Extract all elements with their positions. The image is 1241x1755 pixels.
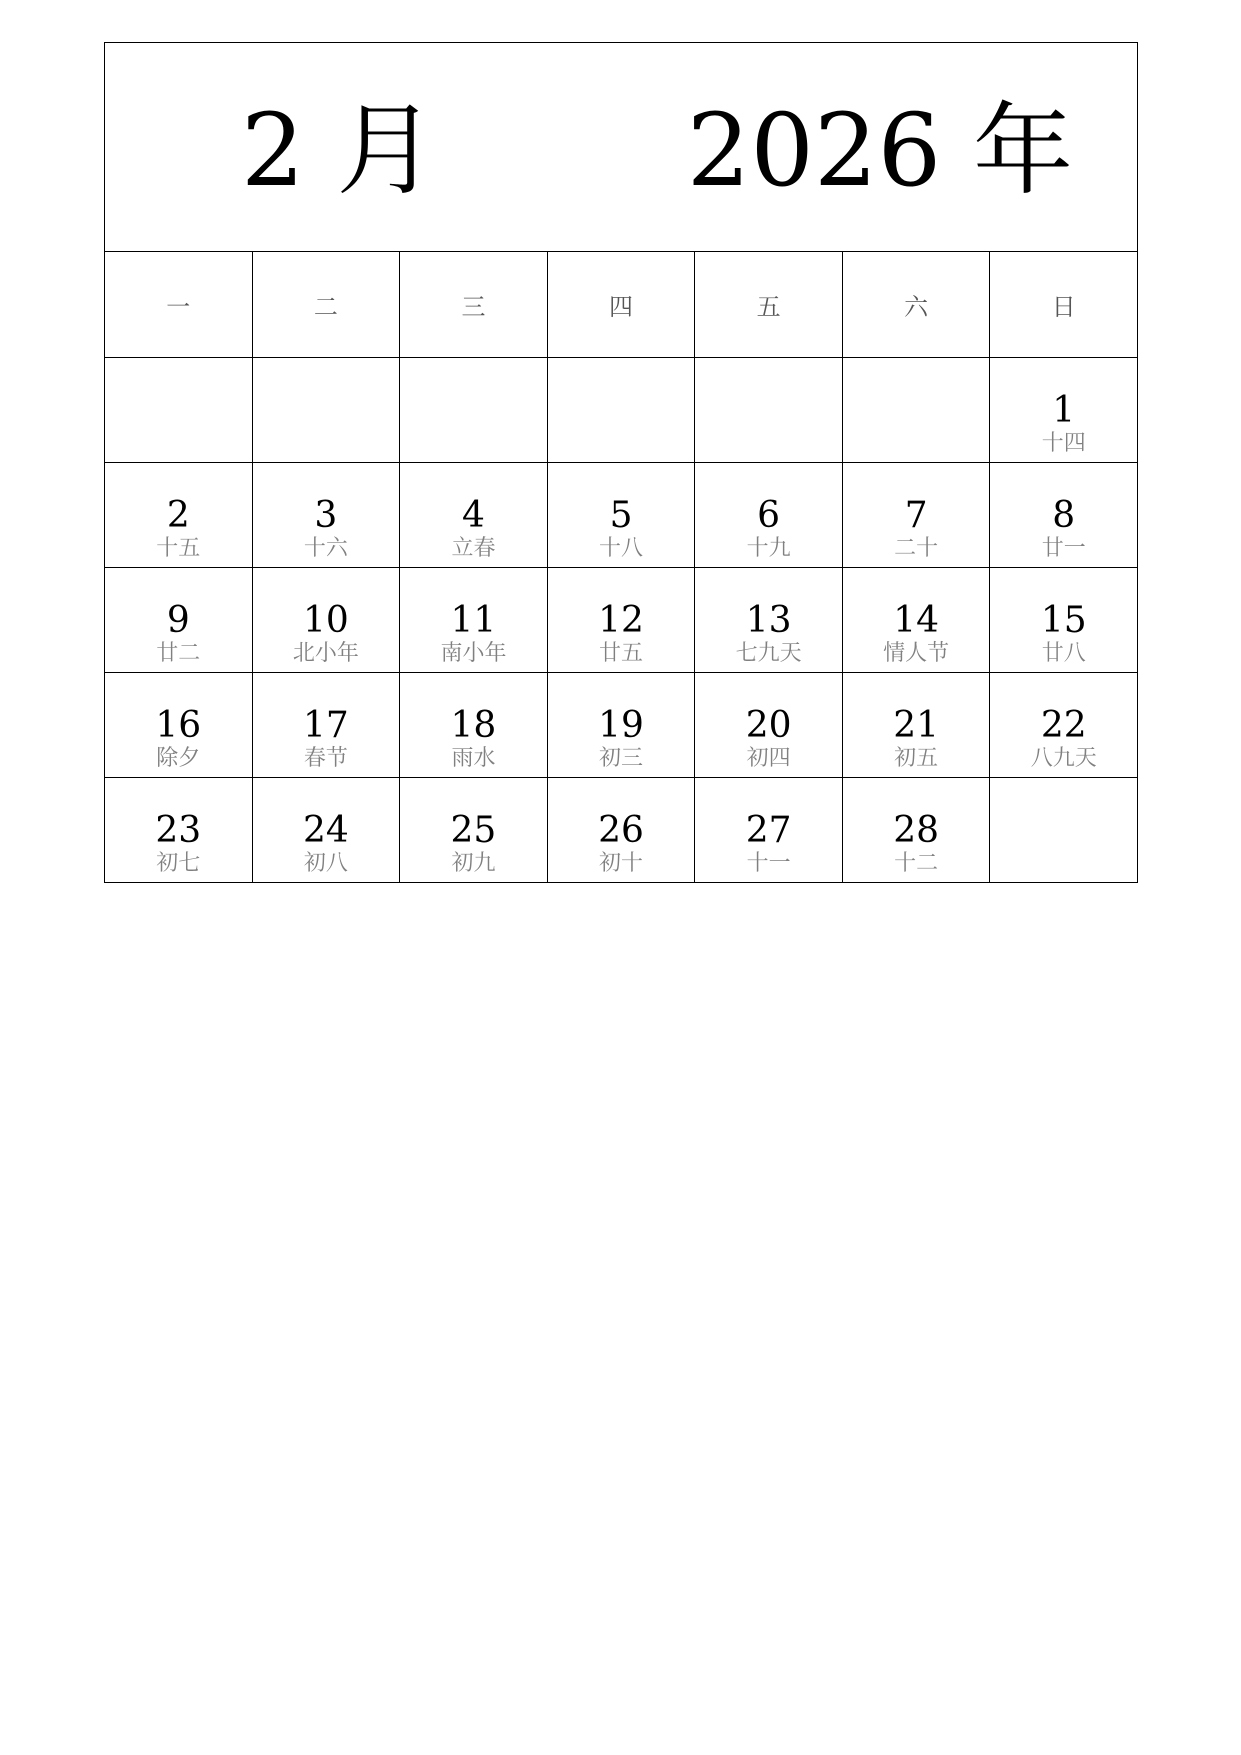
day-number: 11: [450, 600, 497, 641]
weekday-tuesday: 二: [253, 252, 401, 357]
day-number: 27: [745, 810, 792, 851]
empty-day-cell: [548, 358, 696, 462]
empty-day-cell: [843, 358, 991, 462]
weekday-sunday: 日: [1051, 293, 1076, 321]
calendar-header: [105, 43, 1137, 252]
lunar-date: 十六: [303, 536, 348, 561]
day-number: 8: [1052, 495, 1076, 536]
lunar-date: 立春: [451, 536, 496, 561]
day-cell: [105, 463, 253, 567]
weekday-friday: 五: [695, 252, 843, 357]
day-cell: [400, 463, 548, 567]
lunar-date: 初三: [599, 746, 644, 771]
day-cell: [695, 568, 843, 672]
day-number: 7: [904, 495, 928, 536]
weekday-saturday: 六: [843, 252, 991, 357]
lunar-date: 初四: [746, 746, 791, 771]
lunar-date: 十九: [746, 536, 791, 561]
weekday-wednesday: 三: [400, 252, 548, 357]
week-row: [105, 463, 1137, 568]
day-cell: [253, 778, 401, 882]
day-number: 19: [598, 705, 644, 746]
day-number: 17: [302, 705, 349, 746]
day-number: 25: [450, 810, 497, 851]
empty-day-cell: [105, 358, 253, 462]
day-cell: [548, 673, 696, 777]
day-cell: [105, 673, 253, 777]
day-number: 14: [893, 600, 940, 641]
day-number: 16: [155, 705, 202, 746]
week-row: [105, 673, 1137, 778]
lunar-date: 十二: [894, 851, 939, 876]
lunar-date: 十四: [1041, 431, 1086, 456]
day-cell: [843, 778, 991, 882]
day-cell: [695, 463, 843, 567]
day-cell: [105, 568, 253, 672]
lunar-date: 春节: [303, 746, 348, 771]
day-number: 15: [1040, 600, 1087, 641]
day-cell: [400, 568, 548, 672]
lunar-date: 二十: [894, 536, 939, 561]
day-cell: [253, 463, 401, 567]
weekday-thursday: 四: [548, 252, 696, 357]
day-cell: [548, 778, 696, 882]
lunar-date: 初五: [894, 746, 939, 771]
day-number: 23: [155, 810, 202, 851]
day-number: 1: [1052, 390, 1076, 431]
day-number: 13: [745, 600, 792, 641]
lunar-date: 十五: [156, 536, 201, 561]
day-cell: [695, 673, 843, 777]
lunar-date: 廿二: [156, 641, 201, 666]
day-number: 21: [893, 705, 940, 746]
weekday-header-row: [105, 252, 1137, 358]
lunar-date: 初十: [599, 851, 644, 876]
calendar: [104, 42, 1138, 883]
day-number: 24: [302, 810, 349, 851]
day-cell: [400, 778, 548, 882]
week-row: [105, 778, 1137, 882]
day-cell: [253, 568, 401, 672]
day-number: 4: [461, 495, 485, 536]
day-cell: [105, 778, 253, 882]
lunar-date: 廿五: [599, 641, 644, 666]
day-cell: [695, 778, 843, 882]
lunar-date: 除夕: [156, 746, 201, 771]
week-row: [105, 358, 1137, 463]
weekday-monday: 一: [105, 252, 253, 357]
lunar-date: 雨水: [451, 746, 496, 771]
day-cell: [400, 673, 548, 777]
week-row: [105, 568, 1137, 673]
day-number: 18: [450, 705, 497, 746]
lunar-date: 七九天: [735, 641, 802, 666]
day-number: 12: [598, 600, 644, 641]
lunar-date: 十一: [746, 851, 791, 876]
day-cell: [843, 568, 991, 672]
day-number: 28: [893, 810, 940, 851]
day-cell: [990, 673, 1137, 777]
day-cell: [843, 673, 991, 777]
day-cell: [990, 358, 1137, 462]
day-number: 26: [598, 810, 644, 851]
day-number: 10: [302, 600, 349, 641]
month-title: 2 月: [241, 92, 437, 209]
day-number: 22: [1040, 705, 1087, 746]
lunar-date: 情人节: [883, 641, 950, 666]
day-number: 2: [166, 495, 190, 536]
day-cell: [843, 463, 991, 567]
year-title: 2026 年: [686, 92, 1073, 209]
day-cell: [253, 673, 401, 777]
day-number: 6: [757, 495, 781, 536]
lunar-date: 初七: [156, 851, 201, 876]
lunar-date: 初九: [451, 851, 496, 876]
day-number: 5: [609, 495, 633, 536]
empty-day-cell: [990, 778, 1137, 882]
empty-day-cell: [400, 358, 548, 462]
lunar-date: 廿八: [1041, 641, 1086, 666]
lunar-date: 八九天: [1030, 746, 1097, 771]
lunar-date: 南小年: [440, 641, 507, 666]
lunar-date: 初八: [303, 851, 348, 876]
day-cell: [548, 568, 696, 672]
day-cell: [990, 568, 1137, 672]
lunar-date: 北小年: [292, 641, 359, 666]
empty-day-cell: [253, 358, 401, 462]
empty-day-cell: [695, 358, 843, 462]
day-cell: [990, 463, 1137, 567]
day-number: 3: [314, 495, 338, 536]
day-number: 9: [166, 600, 190, 641]
lunar-date: 廿一: [1041, 536, 1086, 561]
day-cell: [548, 463, 696, 567]
day-number: 20: [745, 705, 792, 746]
lunar-date: 十八: [599, 536, 644, 561]
calendar-grid: [105, 358, 1137, 882]
